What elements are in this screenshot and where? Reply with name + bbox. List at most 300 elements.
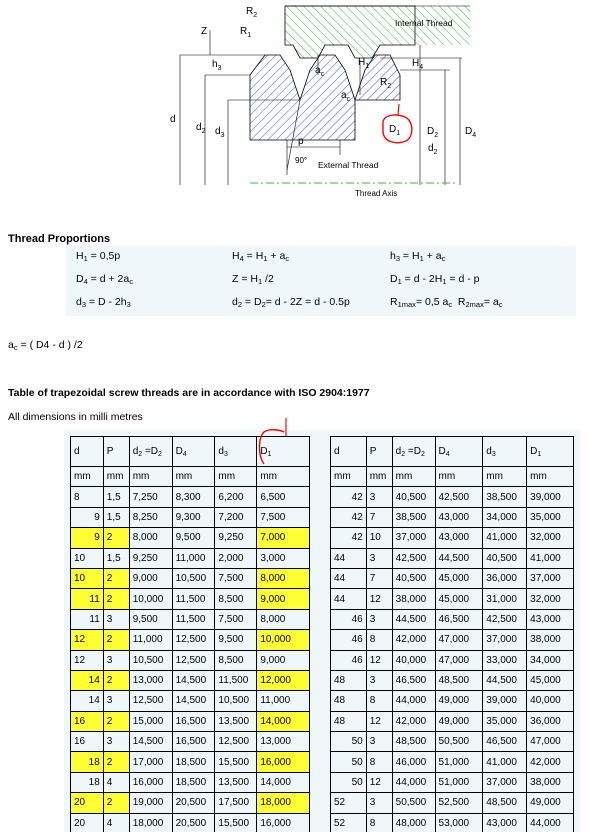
table-cell: 46: [331, 630, 367, 650]
table-cell: 3: [366, 548, 392, 568]
table-cell: 49,000: [435, 711, 483, 731]
table-cell: 37,000: [527, 568, 574, 588]
table-cell: 8,250: [129, 507, 172, 527]
table-cell: 16,000: [257, 813, 310, 832]
table-cell: 14,500: [129, 732, 172, 752]
table-cell: 52,500: [435, 793, 483, 813]
unit-cell: mm: [129, 467, 172, 487]
table-cell: 39,000: [483, 691, 527, 711]
table-cell: 3: [366, 670, 392, 690]
table-cell: 8: [366, 691, 392, 711]
unit-cell: mm: [71, 467, 104, 487]
table-cell: 16,500: [172, 732, 215, 752]
table-cell: 51,000: [435, 772, 483, 792]
table-cell: 10,000: [129, 589, 172, 609]
table-cell: 20,500: [172, 813, 215, 832]
external-thread-region: [250, 55, 355, 140]
label-D4: $D_4$: [465, 126, 477, 139]
table-cell: 18,000: [257, 793, 310, 813]
table-cell: 9,500: [172, 528, 215, 548]
table-row: [331, 711, 574, 731]
table-cell: 43,000: [483, 813, 527, 832]
table-row: [331, 507, 574, 527]
table-cell: 49,000: [435, 691, 483, 711]
table-cell: 39,000: [527, 487, 574, 507]
table-cell: 8,500: [215, 650, 257, 670]
table-cell: 48: [331, 691, 367, 711]
label-D1: $D_1$: [389, 124, 401, 137]
table-cell: 7,500: [257, 507, 310, 527]
table-cell: 1,5: [103, 548, 129, 568]
table-cell: 8,000: [257, 568, 310, 588]
unit-cell: mm: [392, 467, 435, 487]
label-z: Z: [201, 26, 208, 37]
table-cell: 2: [103, 793, 129, 813]
table-cell: 9,500: [129, 609, 172, 629]
table-cell: 9: [71, 507, 104, 527]
table-cell: 37,000: [392, 528, 435, 548]
col-header-d2-D2: $d_2 =D_2$: [392, 437, 435, 467]
table-cell: 2: [103, 630, 129, 650]
table-cell: 41,000: [527, 548, 574, 568]
table-cell: 48: [331, 711, 367, 731]
table-row: [331, 691, 574, 711]
col-header-d: d: [71, 437, 104, 467]
table-row: [71, 813, 310, 832]
table-cell: 16,000: [129, 772, 172, 792]
table-cell: 46,500: [435, 609, 483, 629]
table-cell: 20: [71, 793, 104, 813]
table-cell: 9,000: [257, 589, 310, 609]
label-p: p: [298, 136, 304, 147]
formula-h4: $H_4 = H_1 + a_c$: [232, 250, 290, 263]
table-cell: 2: [103, 670, 129, 690]
table-cell: 2: [103, 528, 129, 548]
table-cell: 47,000: [435, 650, 483, 670]
thread-table-right: [330, 436, 574, 832]
table-cell: 34,000: [483, 507, 527, 527]
table-cell: 15,000: [129, 711, 172, 731]
table-cell: 2,000: [215, 548, 257, 568]
table-cell: 36,000: [483, 568, 527, 588]
col-header-p: P: [366, 437, 392, 467]
table-cell: 44,500: [483, 670, 527, 690]
table-cell: 14: [71, 670, 104, 690]
thread-table-left: [70, 436, 310, 832]
table-cell: 37,000: [483, 630, 527, 650]
table-cell: 42,000: [527, 752, 574, 772]
table-row: [331, 487, 574, 507]
table-row: [331, 630, 574, 650]
table-cell: 44,500: [435, 548, 483, 568]
table-cell: 51,000: [435, 752, 483, 772]
unit-cell: mm: [103, 467, 129, 487]
table-cell: 43,000: [527, 609, 574, 629]
table-cell: 41,000: [483, 752, 527, 772]
col-header-p: P: [103, 437, 129, 467]
label-d2-right: $d_2$: [428, 143, 438, 156]
table-cell: 16: [71, 711, 104, 731]
table-cell: 34,000: [527, 650, 574, 670]
table-cell: 36,000: [527, 711, 574, 731]
thread-proportions-title: Thread Proportions: [8, 233, 111, 245]
table-cell: 3: [103, 609, 129, 629]
table-row: [71, 772, 310, 792]
label-d: d: [170, 114, 176, 125]
table-cell: 50,500: [392, 793, 435, 813]
table-row: [71, 650, 310, 670]
table-cell: 3: [103, 732, 129, 752]
table-cell: 44,500: [392, 609, 435, 629]
table-cell: 7,250: [129, 487, 172, 507]
label-D2: $D_2$: [427, 126, 439, 139]
table-cell: 18: [71, 752, 104, 772]
table-cell: 12,500: [215, 732, 257, 752]
table-cell: 8: [366, 813, 392, 832]
table-cell: 35,000: [527, 507, 574, 527]
internal-thread-region: [285, 6, 415, 58]
table-row: [71, 548, 310, 568]
table-cell: 12: [366, 772, 392, 792]
table-cell: 50: [331, 772, 367, 792]
formula-h1: $H_1 = 0,5p$: [76, 250, 121, 263]
table-cell: 31,000: [483, 589, 527, 609]
table-cell: 10,000: [257, 630, 310, 650]
table-cell: 38,500: [483, 487, 527, 507]
table-cell: 10: [366, 528, 392, 548]
table-cell: 2: [103, 568, 129, 588]
table-row: [331, 650, 574, 670]
table-cell: 44: [331, 548, 367, 568]
table-cell: 3: [103, 650, 129, 670]
table-row: [331, 813, 574, 832]
table-row: [331, 609, 574, 629]
table-cell: 11,000: [257, 691, 310, 711]
table-cell: 4: [103, 772, 129, 792]
thread-profile-diagram: [0, 0, 610, 205]
table-row: [331, 752, 574, 772]
table-cell: 3: [103, 691, 129, 711]
table-cell: 44,000: [527, 813, 574, 832]
table-cell: 32,000: [527, 528, 574, 548]
unit-cell: mm: [483, 467, 527, 487]
label-angle: 90°: [295, 156, 308, 165]
table-cell: 50: [331, 752, 367, 772]
unit-cell: mm: [366, 467, 392, 487]
table-cell: 44,000: [392, 772, 435, 792]
unit-cell: mm: [257, 467, 310, 487]
table-cell: 46,000: [392, 752, 435, 772]
table-row: [71, 609, 310, 629]
table-cell: 48,500: [392, 732, 435, 752]
table-title: Table of trapezoidal screw threads are in accordance with ISO 2904:1977: [8, 387, 370, 399]
table-row: [71, 691, 310, 711]
table-cell: 15,500: [215, 752, 257, 772]
table-cell: 10,500: [215, 691, 257, 711]
table-cell: 9,250: [129, 548, 172, 568]
table-cell: 7,200: [215, 507, 257, 527]
unit-cell: mm: [215, 467, 257, 487]
label-r2-top: $R_2$: [246, 6, 258, 19]
table-cell: 8,500: [215, 589, 257, 609]
table-cell: 14: [71, 691, 104, 711]
table-cell: 9,250: [215, 528, 257, 548]
unit-cell: mm: [172, 467, 215, 487]
table-cell: 13,500: [215, 772, 257, 792]
formula-d3: $d_3 = D - 2h_3$: [76, 296, 131, 309]
table-cell: 3: [366, 487, 392, 507]
table-cell: 18,500: [172, 752, 215, 772]
table-cell: 8,000: [257, 609, 310, 629]
unit-cell: mm: [331, 467, 367, 487]
table-cell: 7: [366, 568, 392, 588]
table-row: [71, 732, 310, 752]
table-cell: 45,000: [435, 568, 483, 588]
table-cell: 3: [366, 732, 392, 752]
table-cell: 42,500: [483, 609, 527, 629]
table-cell: 2: [103, 589, 129, 609]
table-cell: 16,000: [257, 752, 310, 772]
col-header-d3: $d_3$: [215, 437, 257, 467]
formula-d4: $D_4 = d + 2a_c$: [76, 273, 133, 286]
table-row: [331, 793, 574, 813]
col-header-D1: $D_1$: [257, 437, 310, 467]
table-cell: 38,000: [392, 589, 435, 609]
table-cell: 12: [366, 711, 392, 731]
table-cell: 6,500: [257, 487, 310, 507]
table-cell: 18,000: [129, 813, 172, 832]
table-cell: 12: [366, 650, 392, 670]
formula-d1: $D_1 = d - 2H_1 = d - p$: [390, 273, 480, 286]
table-row: [71, 711, 310, 731]
table-cell: 14,500: [172, 670, 215, 690]
col-header-D4: $D_4$: [435, 437, 483, 467]
table-cell: 16: [71, 732, 104, 752]
table-cell: 3,000: [257, 548, 310, 568]
table-cell: 20: [71, 813, 104, 832]
table-cell: 18: [71, 772, 104, 792]
table-cell: 7,000: [257, 528, 310, 548]
table-cell: 14,500: [172, 691, 215, 711]
formula-z: $Z = H_1$ /2: [232, 273, 274, 286]
table-cell: 35,000: [483, 711, 527, 731]
table-row: [71, 528, 310, 548]
table-cell: 13,500: [215, 711, 257, 731]
red-circle-annotation: [383, 115, 412, 143]
label-thread-axis: Thread Axis: [355, 189, 398, 198]
table-cell: 10,500: [172, 568, 215, 588]
label-h4: $H_4$: [412, 58, 424, 71]
table-cell: 17,500: [215, 793, 257, 813]
table-cell: 50: [331, 732, 367, 752]
table-cell: 11: [71, 609, 104, 629]
table-cell: 52: [331, 793, 367, 813]
table-cell: 11,000: [129, 630, 172, 650]
table-cell: 52: [331, 813, 367, 832]
table-row: [71, 793, 310, 813]
label-r2-right: $R_2$: [380, 77, 392, 90]
col-header-d3: $d_3$: [483, 437, 527, 467]
table-cell: 46: [331, 609, 367, 629]
table-cell: 17,000: [129, 752, 172, 772]
table-cell: 7: [366, 507, 392, 527]
label-d3: $d_3$: [215, 126, 225, 139]
table-cell: 45,000: [527, 670, 574, 690]
table-cell: 12: [71, 650, 104, 670]
table-cell: 44: [331, 589, 367, 609]
table-row: [71, 670, 310, 690]
table-cell: 2: [103, 711, 129, 731]
table-cell: 3: [366, 793, 392, 813]
table-cell: 9: [71, 528, 104, 548]
table-cell: 42,500: [392, 548, 435, 568]
table-cell: 18,500: [172, 772, 215, 792]
table-cell: 46: [331, 650, 367, 670]
table-cell: 11,500: [215, 670, 257, 690]
table-cell: 7,500: [215, 568, 257, 588]
table-cell: 14,000: [257, 711, 310, 731]
table-cell: 43,000: [435, 528, 483, 548]
table-row: [71, 589, 310, 609]
table-cell: 45,000: [435, 589, 483, 609]
table-row: [71, 752, 310, 772]
table-cell: 40,500: [483, 548, 527, 568]
table-row: [331, 670, 574, 690]
table-subtitle: All dimensions in milli metres: [8, 411, 143, 423]
formula-r-max: $R_{1max}= 0,5$ $a_c$ $R_{2max}= a_c$: [390, 296, 503, 309]
table-cell: 9,000: [257, 650, 310, 670]
table-cell: 9,300: [172, 507, 215, 527]
table-cell: 10: [71, 568, 104, 588]
formula-ac: $a_c$ = ( D4 - d ) /2: [8, 339, 83, 352]
table-cell: 38,000: [527, 630, 574, 650]
label-internal-thread: Internal Thread: [395, 18, 453, 28]
col-header-D1: $D_1$: [527, 437, 574, 467]
table-cell: 12,500: [172, 650, 215, 670]
table-cell: 40,000: [527, 691, 574, 711]
unit-cell: mm: [435, 467, 483, 487]
table-cell: 15,500: [215, 813, 257, 832]
table-row: [331, 772, 574, 792]
table-cell: 12,000: [257, 670, 310, 690]
table-cell: 38,500: [392, 507, 435, 527]
table-cell: 46,500: [483, 732, 527, 752]
table-cell: 11,500: [172, 609, 215, 629]
table-cell: 38,000: [527, 772, 574, 792]
table-cell: 8,300: [172, 487, 215, 507]
table-cell: 12,500: [172, 630, 215, 650]
table-cell: 44,000: [392, 691, 435, 711]
table-row: [331, 589, 574, 609]
table-cell: 42: [331, 487, 367, 507]
table-cell: 37,000: [483, 772, 527, 792]
label-d2: $d_2$: [196, 122, 206, 135]
label-ac-top: $a_c$: [315, 65, 325, 78]
table-cell: 40,500: [392, 568, 435, 588]
col-header-d: d: [331, 437, 367, 467]
table-row: [331, 568, 574, 588]
table-cell: 12: [366, 589, 392, 609]
table-cell: 19,000: [129, 793, 172, 813]
table-cell: 33,000: [483, 650, 527, 670]
table-cell: 47,000: [435, 630, 483, 650]
table-cell: 11,000: [172, 548, 215, 568]
table-cell: 48,500: [483, 793, 527, 813]
table-cell: 44: [331, 568, 367, 588]
label-r1: $R_1$: [240, 26, 252, 39]
table-cell: 8,000: [129, 528, 172, 548]
formula-d2: $d_2 = D_2= d - 2Z = d - 0.5p$: [232, 296, 350, 309]
col-header-D4: $D_4$: [172, 437, 215, 467]
table-cell: 8: [366, 752, 392, 772]
table-cell: 47,000: [527, 732, 574, 752]
table-cell: 42,500: [435, 487, 483, 507]
table-cell: 9,500: [215, 630, 257, 650]
table-cell: 9,000: [129, 568, 172, 588]
table-cell: 42,000: [392, 711, 435, 731]
table-cell: 11: [71, 589, 104, 609]
table-row: [331, 528, 574, 548]
formula-h3: $h_3 = H_1 + a_c$: [390, 250, 446, 263]
table-cell: 20,500: [172, 793, 215, 813]
table-cell: 40,000: [392, 650, 435, 670]
table-cell: 41,000: [483, 528, 527, 548]
table-cell: 42: [331, 528, 367, 548]
table-cell: 16,500: [172, 711, 215, 731]
table-cell: 11,500: [172, 589, 215, 609]
table-cell: 13,000: [129, 670, 172, 690]
table-cell: 1,5: [103, 487, 129, 507]
label-ac-mid: $a_c$: [341, 90, 351, 103]
table-cell: 3: [366, 609, 392, 629]
table-cell: 7,500: [215, 609, 257, 629]
table-cell: 8: [71, 487, 104, 507]
table-row: [71, 487, 310, 507]
table-cell: 6,200: [215, 487, 257, 507]
table-cell: 48,000: [392, 813, 435, 832]
table-cell: 49,000: [527, 793, 574, 813]
table-cell: 8: [366, 630, 392, 650]
table-row: [71, 568, 310, 588]
table-cell: 4: [103, 813, 129, 832]
table-cell: 42,000: [392, 630, 435, 650]
table-row: [71, 630, 310, 650]
label-h1: $H_1$: [358, 57, 370, 70]
table-row: [71, 507, 310, 527]
table-cell: 2: [103, 752, 129, 772]
label-external-thread: External Thread: [318, 160, 379, 170]
table-cell: 53,000: [435, 813, 483, 832]
table-cell: 10,500: [129, 650, 172, 670]
table-cell: 48: [331, 670, 367, 690]
table-cell: 42: [331, 507, 367, 527]
col-header-d2-D2: $d_2 =D_2$: [129, 437, 172, 467]
table-cell: 14,000: [257, 772, 310, 792]
table-cell: 1,5: [103, 507, 129, 527]
table-cell: 43,000: [435, 507, 483, 527]
table-row: [331, 548, 574, 568]
unit-cell: mm: [527, 467, 574, 487]
table-row: [331, 732, 574, 752]
table-cell: 13,000: [257, 732, 310, 752]
table-cell: 40,500: [392, 487, 435, 507]
table-cell: 12,500: [129, 691, 172, 711]
table-cell: 32,000: [527, 589, 574, 609]
table-cell: 46,500: [392, 670, 435, 690]
table-cell: 48,500: [435, 670, 483, 690]
table-cell: 10: [71, 548, 104, 568]
table-cell: 50,500: [435, 732, 483, 752]
